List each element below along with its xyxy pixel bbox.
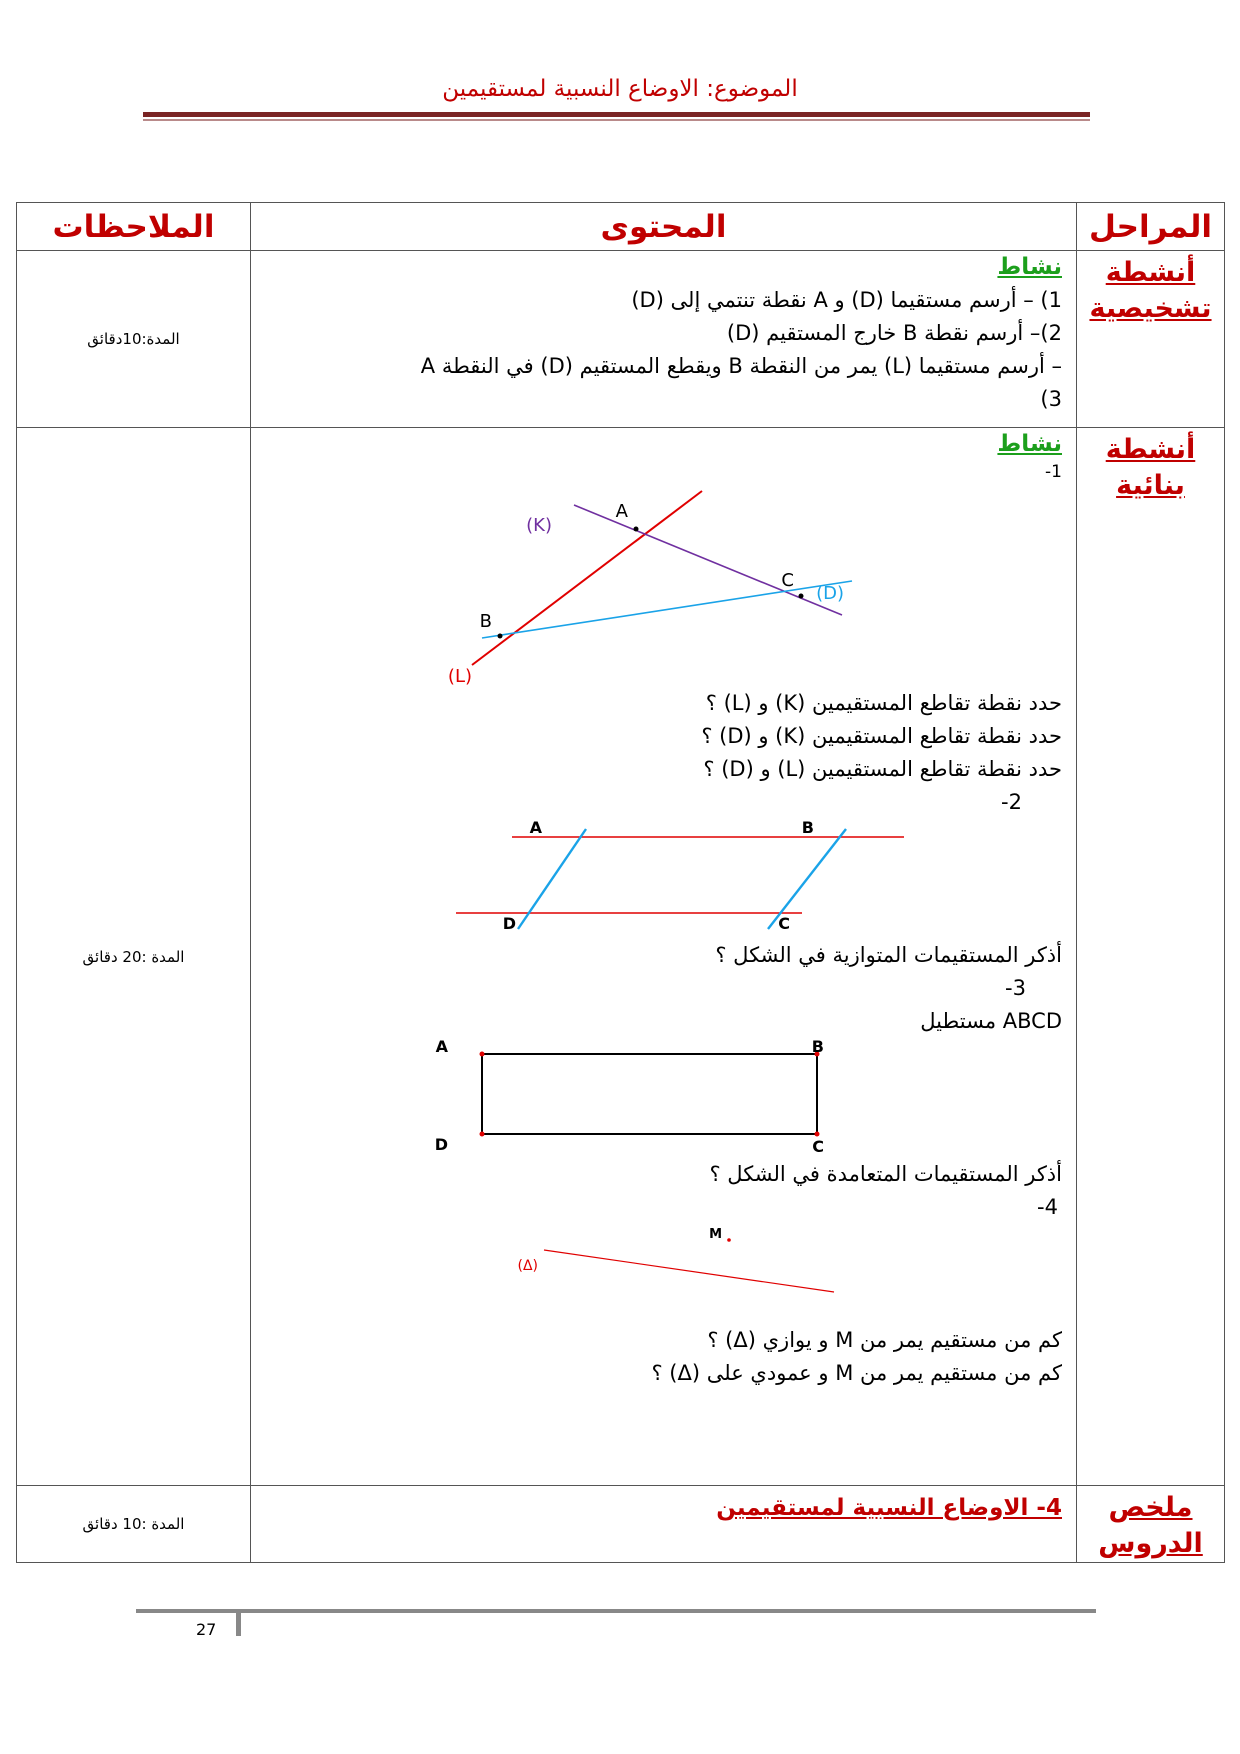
point-C xyxy=(815,1132,820,1137)
label-A: A xyxy=(435,1037,448,1056)
line-L xyxy=(472,491,702,665)
point-M xyxy=(727,1238,731,1242)
point-A xyxy=(634,527,639,532)
question-3: أذكر المستقيمات المتعامدة في الشكل ؟ xyxy=(709,1162,1062,1186)
label-K: (K) xyxy=(526,515,552,536)
activity-label: نشاط xyxy=(997,431,1062,457)
label-C: C xyxy=(778,914,790,933)
stage-summary-line2: الدروس xyxy=(1098,1528,1203,1559)
row-summary xyxy=(17,1486,1225,1563)
row-building xyxy=(17,428,1225,1486)
row-diagnostic xyxy=(17,251,1225,428)
header-notes: الملاحظات xyxy=(17,203,251,251)
figure-rectangle xyxy=(434,1037,864,1158)
label-M: M xyxy=(709,1227,722,1242)
rectangle-statement: ABCD مستطيل xyxy=(920,1009,1062,1033)
header-row xyxy=(17,203,1225,251)
stage-diagnostic-line1: أنشطة xyxy=(1105,257,1196,288)
stage-summary xyxy=(1077,1486,1225,1563)
label-B: B xyxy=(811,1037,824,1056)
line-delta xyxy=(544,1250,834,1292)
line-K xyxy=(574,505,842,615)
stage-diagnostic-line2: تشخيصية xyxy=(1089,293,1212,324)
duration-diagnostic: المدة:10دقائق xyxy=(87,330,180,348)
content-summary xyxy=(251,1486,1077,1563)
title-rule xyxy=(143,112,1090,117)
question-1c: حدد نقطة تقاطع المستقيمين (L) و (D) ؟ xyxy=(703,757,1062,781)
diag-line-3: – أرسم مستقيما (L) يمر من النقطة B ويقطع المستقيم (D) في النقطة A xyxy=(420,354,1062,378)
point-C xyxy=(799,594,804,599)
question-1a: حدد نقطة تقاطع المستقيمين (K) و (L) ؟ xyxy=(705,691,1062,715)
point-D xyxy=(480,1132,485,1137)
title-rule-thin xyxy=(143,119,1090,121)
note-building xyxy=(17,428,251,1486)
header-content: المحتوى xyxy=(251,203,1077,251)
item-number-3: 3- xyxy=(1005,976,1026,1000)
label-A: A xyxy=(529,818,542,837)
lesson-table xyxy=(16,202,1225,1563)
point-B xyxy=(498,634,503,639)
question-4b: كم من مستقيم يمر من M و عمودي على (Δ) ؟ xyxy=(651,1361,1062,1385)
line-AD xyxy=(518,829,586,929)
stage-diagnostic xyxy=(1077,251,1225,428)
diag-line-4: 3) xyxy=(1040,387,1062,411)
duration-summary: المدة :10 دقائق xyxy=(82,1515,185,1533)
label-D: D xyxy=(434,1135,448,1154)
figure-intersecting-lines xyxy=(447,487,892,687)
page-number-bar xyxy=(236,1612,241,1636)
label-A: A xyxy=(615,501,628,522)
page-title: الموضوع: الاوضاع النسبية لمستقيمين xyxy=(442,76,798,102)
item-number-4: 4- xyxy=(1037,1195,1058,1219)
label-B: B xyxy=(479,611,492,632)
note-diagnostic xyxy=(17,251,251,428)
question-4a: كم من مستقيم يمر من M و يوازي (Δ) ؟ xyxy=(707,1328,1062,1352)
item-number-1: 1- xyxy=(1045,462,1062,482)
summary-title: 4- الاوضاع النسبية لمستقيمين xyxy=(716,1495,1062,1521)
label-D: (D) xyxy=(816,583,844,604)
content-diagnostic xyxy=(251,251,1077,428)
duration-building: المدة :20 دقائق xyxy=(82,947,185,966)
figure-point-line xyxy=(494,1224,854,1324)
note-summary xyxy=(17,1486,251,1563)
diag-line-2: 2)– أرسم نقطة B خارج المستقيم (D) xyxy=(726,321,1062,345)
line-D xyxy=(479,581,852,638)
rectangle-ABCD xyxy=(482,1054,817,1134)
activity-label: نشاط xyxy=(997,254,1062,280)
point-A xyxy=(480,1052,485,1057)
label-delta: (Δ) xyxy=(517,1258,538,1274)
stage-summary-line1: ملخص xyxy=(1108,1492,1193,1523)
item-number-2: 2- xyxy=(1001,790,1022,814)
header-stages: المراحل xyxy=(1077,203,1225,251)
label-L: (L) xyxy=(447,666,472,687)
question-2: أذكر المستقيمات المتوازية في الشكل ؟ xyxy=(715,943,1062,967)
page-number: 27 xyxy=(196,1620,217,1639)
label-C: C xyxy=(812,1137,824,1156)
label-D: D xyxy=(502,914,516,933)
label-B: B xyxy=(801,818,814,837)
question-1b: حدد نقطة تقاطع المستقيمين (K) و (D) ؟ xyxy=(701,724,1062,748)
stage-building-label: أنشطة بنائية xyxy=(1105,434,1196,501)
figure-parallel-lines xyxy=(456,819,926,939)
stage-building xyxy=(1077,428,1225,1486)
footer-rule xyxy=(136,1609,1096,1613)
label-C: C xyxy=(781,570,794,591)
content-building xyxy=(251,428,1077,1486)
diag-line-1: 1) – أرسم مستقيما (D) و A نقطة تنتمي إلى (D) xyxy=(631,288,1062,312)
